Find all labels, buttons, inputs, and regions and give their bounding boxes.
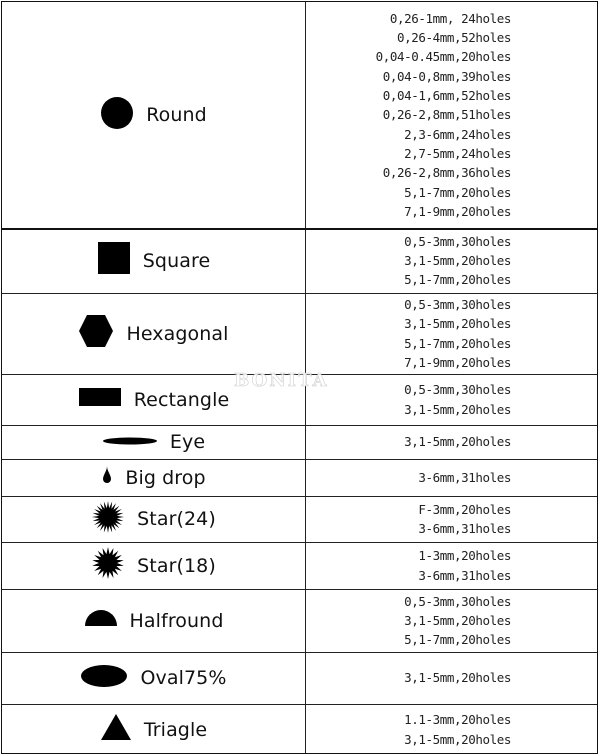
eye-icon [102, 433, 158, 451]
row-divider [2, 293, 597, 294]
spec-line: 3-6mm,31holes [418, 521, 511, 536]
hexagon-icon [78, 314, 114, 353]
shape-name: Eye [169, 431, 206, 453]
spec-line: 0,26-2,8mm,36holes [382, 165, 511, 181]
shape-name: Halfround [129, 609, 224, 632]
spec-line: 3,1-5mm,20holes [404, 670, 511, 686]
spec-line: 3,1-5mm,20holes [404, 252, 511, 268]
shape-name: Square [142, 249, 211, 272]
spec-line: 5,1-7mm,20holes [404, 184, 511, 200]
table-row [2, 293, 597, 374]
spec-cell [306, 425, 599, 459]
spec-line: 1-3mm,20holes [418, 548, 511, 564]
spec-line: 3-6mm,31holes [418, 469, 511, 485]
star-24-icon [91, 500, 125, 539]
spec-line: 0,5-3mm,30holes [404, 593, 511, 609]
spec-line: 3-6mm,31holes [418, 567, 511, 583]
punch-shape-table [1, 1, 598, 754]
table-row [2, 542, 597, 589]
table-row [2, 2, 597, 228]
spec-line: 0,26-4mm,52holes [396, 30, 511, 46]
spec-cell [306, 459, 599, 496]
spec-cell [306, 542, 599, 589]
spec-line: 7,1-9mm,20holes [404, 203, 511, 219]
spec-line: 5,1-7mm,20holes [404, 335, 511, 351]
spec-line: 7,1-9mm,20holes [404, 354, 511, 370]
shape-cell [2, 293, 305, 374]
row-divider [2, 496, 597, 497]
square-icon [97, 242, 131, 279]
row-divider [2, 228, 597, 230]
triangle-icon [100, 713, 132, 746]
watermark: BONITA [234, 370, 329, 391]
shape-name: Triagle [143, 718, 208, 741]
oval-icon [80, 664, 128, 693]
spec-line: 0,5-3mm,30holes [404, 233, 511, 249]
row-divider [2, 704, 597, 705]
spec-cell [306, 2, 599, 228]
row-divider [2, 459, 597, 460]
spec-cell [306, 496, 599, 542]
shape-cell [2, 589, 305, 652]
spec-line: 5,1-7mm,20holes [404, 272, 511, 288]
spec-line: 3,1-5mm,20holes [404, 731, 511, 747]
halfround-icon [84, 609, 118, 632]
rectangle-icon [78, 387, 122, 412]
shape-name: Rectangle [133, 388, 230, 411]
table-row [2, 228, 597, 293]
shape-name: Big drop [125, 466, 206, 489]
table-row [2, 459, 597, 496]
spec-line: 0,04-1,6mm,52holes [382, 88, 511, 104]
shape-cell [2, 425, 305, 459]
circle-icon [100, 96, 134, 135]
spec-line: 0,04-0,8mm,39holes [382, 68, 511, 84]
shape-cell [2, 2, 305, 228]
shape-name: Round [146, 104, 207, 126]
spec-line: 3,1-5mm,20holes [404, 612, 511, 628]
spec-cell [306, 374, 599, 425]
spec-cell [306, 652, 599, 704]
spec-line: 2,3-6mm,24holes [404, 126, 511, 142]
shape-cell [2, 496, 305, 542]
spec-line: 0,26-2,8mm,51holes [382, 107, 511, 123]
spec-cell [306, 704, 599, 755]
shape-name: Star(18) [137, 554, 216, 577]
table-row [2, 704, 597, 755]
spec-line: 1.1-3mm,20holes [404, 712, 511, 728]
row-divider [2, 589, 597, 590]
spec-line: 0,5-3mm,30holes [404, 296, 511, 312]
spec-line: 3,1-5mm,20holes [404, 316, 511, 332]
star-18-icon [91, 546, 125, 585]
shape-cell [2, 459, 305, 496]
spec-line: 0,5-3mm,30holes [404, 382, 511, 398]
drop-icon [101, 465, 113, 490]
table-row [2, 425, 597, 459]
spec-line: 2,7-5mm,24holes [404, 145, 511, 161]
table-row [2, 589, 597, 652]
row-divider [2, 542, 597, 543]
spec-line: 5,1-7mm,20holes [404, 632, 511, 648]
spec-line: 0,04-0.45mm,20holes [375, 49, 511, 65]
shape-name: Star(24) [137, 508, 216, 530]
spec-line: 0,26-1mm, 24holes [389, 10, 511, 26]
row-divider [2, 425, 597, 426]
shape-cell [2, 652, 305, 704]
spec-cell [306, 228, 599, 293]
table-row [2, 652, 597, 704]
table-row [2, 496, 597, 542]
shape-cell [2, 228, 305, 293]
row-divider [2, 652, 597, 653]
spec-line: 3,1-5mm,20holes [404, 401, 511, 417]
shape-cell [2, 704, 305, 755]
shape-name: Oval75% [140, 667, 227, 689]
spec-line: 3,1-5mm,20holes [404, 434, 511, 450]
spec-cell [306, 589, 599, 652]
spec-line: F-3mm,20holes [418, 501, 511, 517]
shape-cell [2, 542, 305, 589]
spec-cell [306, 293, 599, 374]
shape-name: Hexagonal [126, 322, 229, 345]
